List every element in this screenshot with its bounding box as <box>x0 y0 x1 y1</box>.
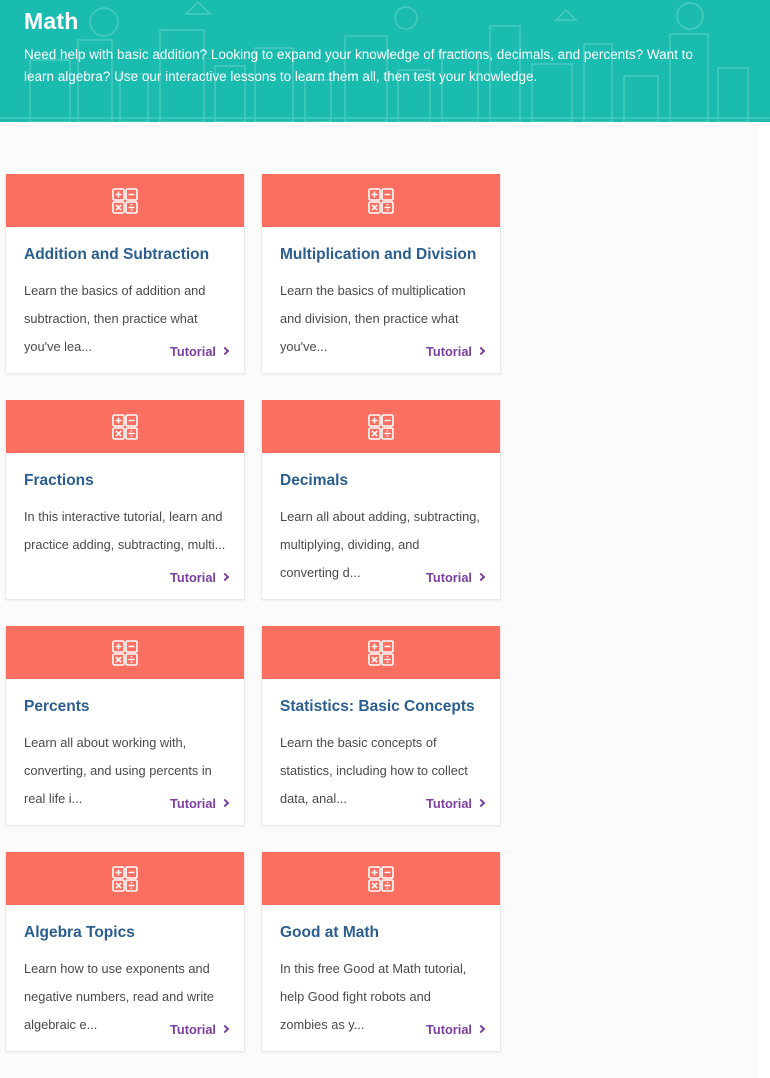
card-thumbnail[interactable] <box>6 852 244 905</box>
tutorial-link-label: Tutorial <box>170 344 216 359</box>
tutorial-card[interactable] <box>261 174 501 374</box>
card-description: Learn the basics of multiplication and division, then practice what you've... <box>280 283 466 354</box>
card-description: In this interactive tutorial, learn and practice adding, subtracting, multi... <box>24 509 226 552</box>
card-title: Algebra Topics <box>24 924 135 941</box>
chevron-right-icon <box>221 347 229 355</box>
tutorial-link-label: Tutorial <box>170 570 216 585</box>
chevron-right-icon <box>221 1025 229 1033</box>
calculator-icon <box>109 411 141 443</box>
page-hero-banner <box>0 0 770 122</box>
tutorial-card[interactable] <box>5 852 245 1052</box>
chevron-right-icon <box>221 573 229 581</box>
card-title: Statistics: Basic Concepts <box>280 698 475 715</box>
card-thumbnail[interactable] <box>262 174 500 227</box>
card-description: Learn how to use exponents and negative numbers, read and write algebraic e... <box>24 961 214 1032</box>
calculator-icon <box>109 185 141 217</box>
page-description: Need help with basic addition? Looking to expand your knowledge of fractions, decimals, and percents? Want to learn algebra? Use our interactive lessons to learn them all, then test your knowledge. <box>24 47 693 84</box>
calculator-icon <box>365 863 397 895</box>
tutorial-link[interactable] <box>426 344 484 359</box>
chevron-right-icon <box>477 799 485 807</box>
card-description: Learn the basic concepts of statistics, including how to collect data, anal... <box>280 735 468 806</box>
tutorial-link[interactable] <box>170 796 228 811</box>
card-description: Learn all about adding, subtracting, multiplying, dividing, and converting d... <box>280 509 480 580</box>
calculator-icon <box>365 637 397 669</box>
tutorial-link[interactable] <box>170 570 228 585</box>
tutorial-link-label: Tutorial <box>426 1022 472 1037</box>
tutorial-link[interactable] <box>426 1022 484 1037</box>
tutorial-card[interactable] <box>5 400 245 600</box>
calculator-icon <box>109 863 141 895</box>
card-thumbnail[interactable] <box>6 174 244 227</box>
tutorial-link[interactable] <box>170 344 228 359</box>
card-description: In this free Good at Math tutorial, help Good fight robots and zombies as y... <box>280 961 467 1032</box>
tutorial-card[interactable] <box>261 400 501 600</box>
card-thumbnail[interactable] <box>6 626 244 679</box>
tutorial-link-label: Tutorial <box>426 570 472 585</box>
calculator-icon <box>365 185 397 217</box>
card-thumbnail[interactable] <box>262 626 500 679</box>
chevron-right-icon <box>477 573 485 581</box>
tutorial-link[interactable] <box>426 796 484 811</box>
card-title: Decimals <box>280 472 349 489</box>
page-body <box>0 122 770 1078</box>
chevron-right-icon <box>477 1025 485 1033</box>
card-description: Learn the basics of addition and subtraction, then practice what you've lea... <box>24 283 206 354</box>
page-right-gutter <box>758 122 770 1078</box>
page-title: Math <box>24 8 79 34</box>
chevron-right-icon <box>221 799 229 807</box>
tutorial-link[interactable] <box>170 1022 228 1037</box>
card-title: Multiplication and Division <box>280 246 477 263</box>
calculator-icon <box>365 411 397 443</box>
tutorial-link-label: Tutorial <box>426 344 472 359</box>
tutorial-link-label: Tutorial <box>170 796 216 811</box>
card-thumbnail[interactable] <box>262 400 500 453</box>
tutorial-card[interactable] <box>261 626 501 826</box>
tutorial-link-label: Tutorial <box>170 1022 216 1037</box>
card-title: Fractions <box>24 472 94 489</box>
card-thumbnail[interactable] <box>262 852 500 905</box>
tutorial-card-grid <box>5 122 770 1078</box>
card-title: Good at Math <box>280 924 380 941</box>
card-title: Percents <box>24 698 90 715</box>
card-thumbnail[interactable] <box>6 400 244 453</box>
tutorial-link-label: Tutorial <box>426 796 472 811</box>
tutorial-link[interactable] <box>426 570 484 585</box>
tutorial-card[interactable] <box>5 626 245 826</box>
card-title: Addition and Subtraction <box>24 246 210 263</box>
tutorial-card[interactable] <box>5 174 245 374</box>
calculator-icon <box>109 637 141 669</box>
card-description: Learn all about working with, converting, and using percents in real life i... <box>24 735 212 806</box>
tutorial-card[interactable] <box>261 852 501 1052</box>
chevron-right-icon <box>477 347 485 355</box>
